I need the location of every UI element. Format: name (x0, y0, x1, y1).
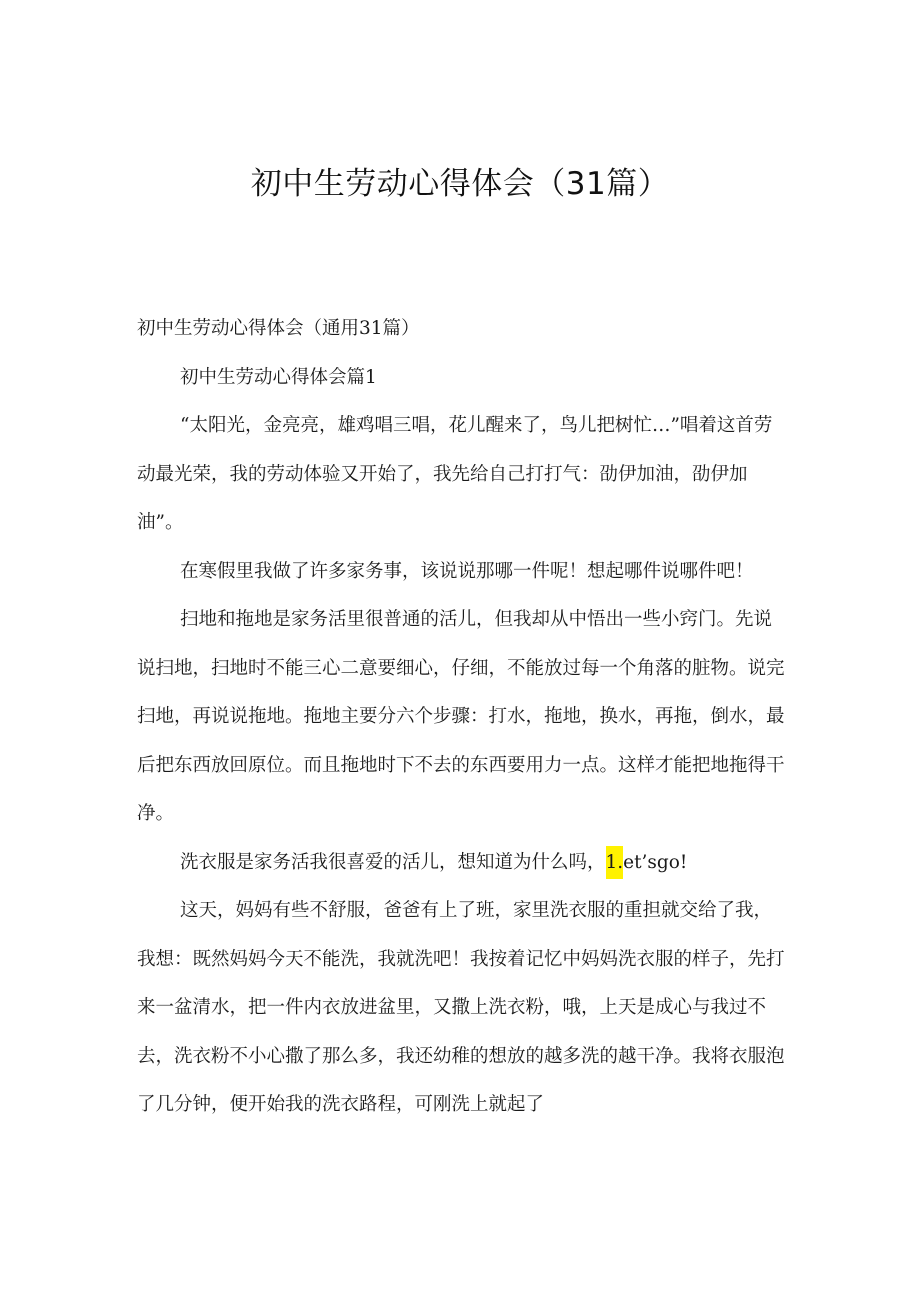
paragraph-1: “太阳光，金亮亮，雄鸡唱三唱，花儿醒来了，鸟儿把树忙…”唱着这首劳动最光荣，我的劳动体验又开始了，我先给自己打打气：劭伊加油，劭伊加油”。 (137, 415, 773, 533)
laundry-text-after: et’sgo! (623, 851, 688, 873)
document-title: 初中生劳动心得体会（31篇） (250, 166, 670, 202)
paragraph-3: 扫地和拖地是家务活里很普通的活儿，但我却从中悟出一些小窍门。先说说扫地，扫地时不能三心二意要细心，仔细，不能放过每一个角落的脏物。说完扫地，再说说拖地。拖地主要分六个步骤：打水，拖地，换水，再拖，倒水，最后把东西放回原位。而且拖地时下不去的东西要用力一点。这样才能把地拖得干净。 (137, 609, 785, 824)
document-body (137, 305, 787, 1130)
section-heading: 初中生劳动心得体会篇1 (180, 366, 377, 388)
laundry-text-before: 洗衣服是家务活我很喜爱的活儿，想知道为什么吗， (180, 851, 606, 873)
document-subtitle: 初中生劳动心得体会（通用31篇） (137, 318, 420, 339)
paragraph-last: 这天，妈妈有些不舒服，爸爸有上了班，家里洗衣服的重担就交给了我，我想：既然妈妈今天不能洗，我就洗吧！我按着记忆中妈妈洗衣服的样子，先打来一盆清水，把一件内衣放进盆里，又撒上洗衣粉，哦，上天是成心与我过不去，洗衣粉不小心撒了那么多，我还幼稚的想放的越多洗的越干净。我将衣服泡了几分钟，便开始我的洗衣路程，可刚洗上就起了 (137, 900, 785, 1115)
paragraph-laundry (137, 839, 787, 888)
highlighted-text: 1. (606, 846, 624, 879)
paragraph-2: 在寒假里我做了许多家务事，该说说那哪一件呢！想起哪件说哪件吧！ (180, 560, 754, 582)
